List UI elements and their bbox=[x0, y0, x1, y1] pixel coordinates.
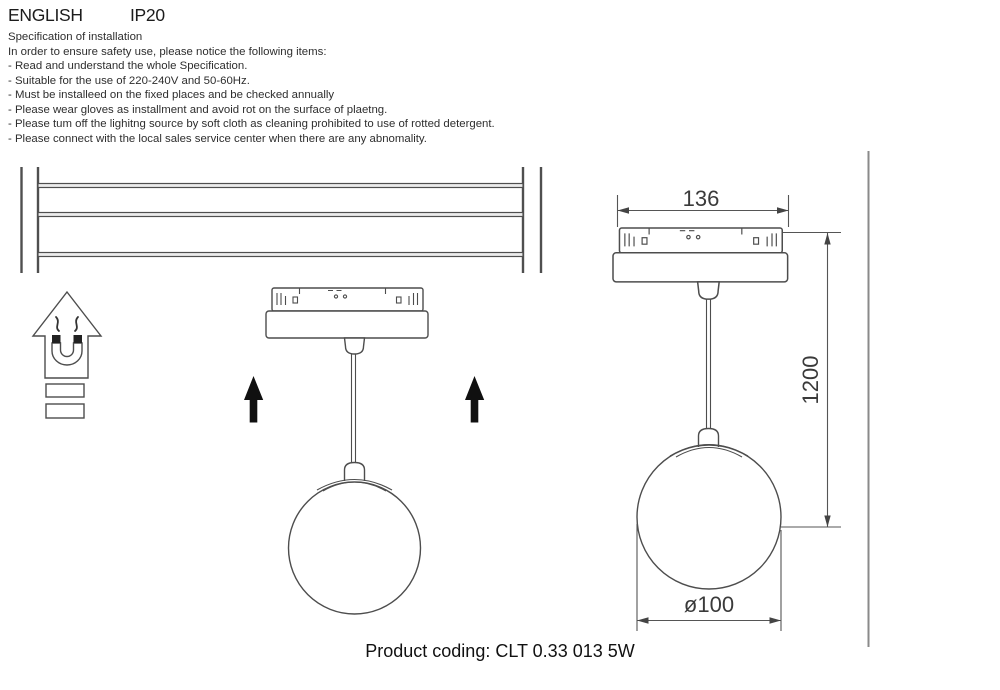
magnet-pole bbox=[74, 335, 83, 343]
up-arrow-left-icon bbox=[244, 376, 263, 423]
track-slot-bar bbox=[46, 404, 84, 418]
product-coding: Product coding: CLT 0.33 013 5W bbox=[365, 641, 635, 661]
dimension-width-label: 136 bbox=[682, 186, 720, 211]
dimension-diameter-label: ø100 bbox=[683, 592, 735, 617]
glass-globe bbox=[289, 482, 421, 614]
glass-globe bbox=[637, 445, 781, 589]
ip-rating: IP20 bbox=[130, 5, 165, 25]
magnet-arrow-icon bbox=[33, 292, 101, 418]
spec-item: - Must be installeed on the fixed places and be checked annually bbox=[8, 89, 335, 101]
spec-title: Specification of installation bbox=[8, 31, 143, 43]
spec-item: - Read and understand the whole Specification. bbox=[8, 60, 248, 72]
magnet-pole bbox=[52, 335, 61, 343]
track-rail bbox=[22, 167, 542, 273]
suspension-cord bbox=[707, 299, 711, 429]
language-title: ENGLISH bbox=[8, 5, 83, 25]
spec-item: - Suitable for the use of 220-240V and 50-60Hz. bbox=[8, 74, 250, 87]
suspension-cord bbox=[352, 354, 356, 463]
pendant-middle bbox=[266, 288, 428, 614]
spec-item: - Please tum off the lighitng source by soft cloth as cleaning prohibited to use of rotted detergent. bbox=[8, 118, 495, 130]
dimension-suspension-height bbox=[781, 233, 841, 528]
dimension-adapter-width bbox=[618, 186, 789, 227]
spec-item: - Please wear gloves as installment and avoid rot on the surface of plaetng. bbox=[8, 103, 388, 116]
dimension-height-label: 1200 bbox=[798, 355, 823, 405]
cord-cap bbox=[345, 463, 365, 482]
pendant-dimensioned bbox=[613, 228, 788, 589]
spec-item: - Please connect with the local sales service center when there are any abnomality. bbox=[8, 132, 427, 145]
spec-intro: In order to ensure safety use, please notice the following items: bbox=[8, 45, 327, 58]
up-arrow-right-icon bbox=[465, 376, 484, 423]
track-slot-bar bbox=[46, 384, 84, 397]
dimension-globe-diameter bbox=[637, 524, 781, 631]
